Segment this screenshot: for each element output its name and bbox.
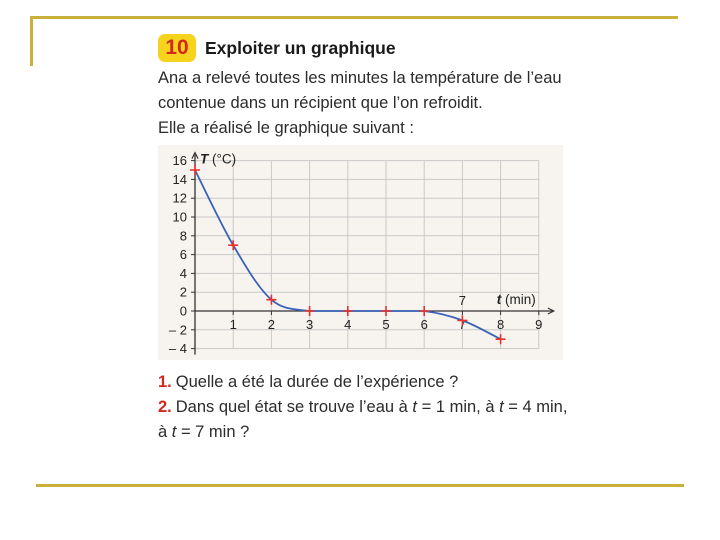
slide-frame-left (30, 16, 33, 66)
y-tick-label: 14 (172, 171, 187, 187)
y-tick-label: – 2 (168, 322, 187, 338)
question-text: Dans quel état se trouve l’eau à (175, 398, 413, 416)
intro-line: contenue dans un récipient que l’on refroidit. (158, 94, 483, 112)
question-text: à (158, 423, 172, 441)
y-tick-label: 10 (172, 209, 187, 225)
x-tick-label: 1 (229, 317, 237, 332)
x-tick-label: 2 (267, 317, 276, 332)
slide-frame-top (30, 16, 678, 19)
question-number: 1. (158, 373, 172, 391)
y-axis-variable: T (200, 151, 209, 167)
y-tick-label: 2 (179, 284, 187, 300)
y-tick-label: 16 (172, 153, 187, 169)
y-axis-unit: (°C) (208, 151, 237, 167)
y-tick-label: 0 (179, 303, 187, 319)
question-2 (158, 395, 598, 420)
x-axis-variable: t (496, 292, 502, 307)
x-tick-label: 9 (535, 317, 543, 332)
x-tick-label: 7 (458, 317, 467, 332)
question-text: = 4 min, (503, 398, 568, 416)
slide-frame-bottom (36, 484, 684, 487)
intro-line: Elle a réalisé le graphique suivant : (158, 119, 414, 137)
x-annotation-label: 7 (458, 293, 467, 308)
data-point-marker (228, 240, 238, 250)
y-tick-label: 6 (179, 247, 187, 263)
question-text: = 7 min ? (176, 423, 250, 441)
temperature-chart-svg (158, 145, 563, 360)
x-tick-label: 4 (344, 317, 352, 332)
x-axis-unit: (min) (501, 292, 536, 307)
data-point-marker (305, 306, 315, 316)
x-tick-label: 3 (305, 317, 314, 332)
y-axis-title (200, 152, 236, 167)
question-2-continued (158, 420, 598, 445)
y-tick-label: 4 (179, 265, 187, 281)
question-number: 2. (158, 398, 172, 416)
questions (158, 370, 598, 445)
x-tick-label: 5 (382, 317, 390, 332)
data-point-marker (343, 306, 353, 316)
y-tick-label: 12 (172, 190, 187, 206)
variable-t: t (412, 398, 418, 416)
y-tick-label: 8 (179, 228, 187, 244)
data-point-marker (190, 165, 200, 175)
exercise-header (158, 33, 578, 63)
intro-paragraph (158, 66, 588, 141)
question-text: Quelle a été la durée de l’expérience ? (175, 373, 459, 391)
x-tick-label: 6 (420, 317, 428, 332)
data-point-marker (419, 306, 429, 316)
data-point-marker (381, 306, 391, 316)
variable-t: t (499, 398, 504, 416)
temperature-chart (158, 145, 563, 360)
y-tick-label: – 4 (168, 341, 187, 357)
question-1 (158, 370, 598, 395)
question-text: = 1 min, à (417, 398, 500, 416)
data-point-marker (496, 334, 506, 344)
variable-t: t (171, 423, 177, 441)
exercise-title: Exploiter un graphique (205, 37, 396, 58)
x-axis-title (497, 292, 536, 307)
intro-line: Ana a relevé toutes les minutes la température de l’eau (158, 69, 562, 87)
exercise-number-badge: 10 (158, 34, 196, 62)
x-tick-label: 8 (496, 317, 505, 332)
